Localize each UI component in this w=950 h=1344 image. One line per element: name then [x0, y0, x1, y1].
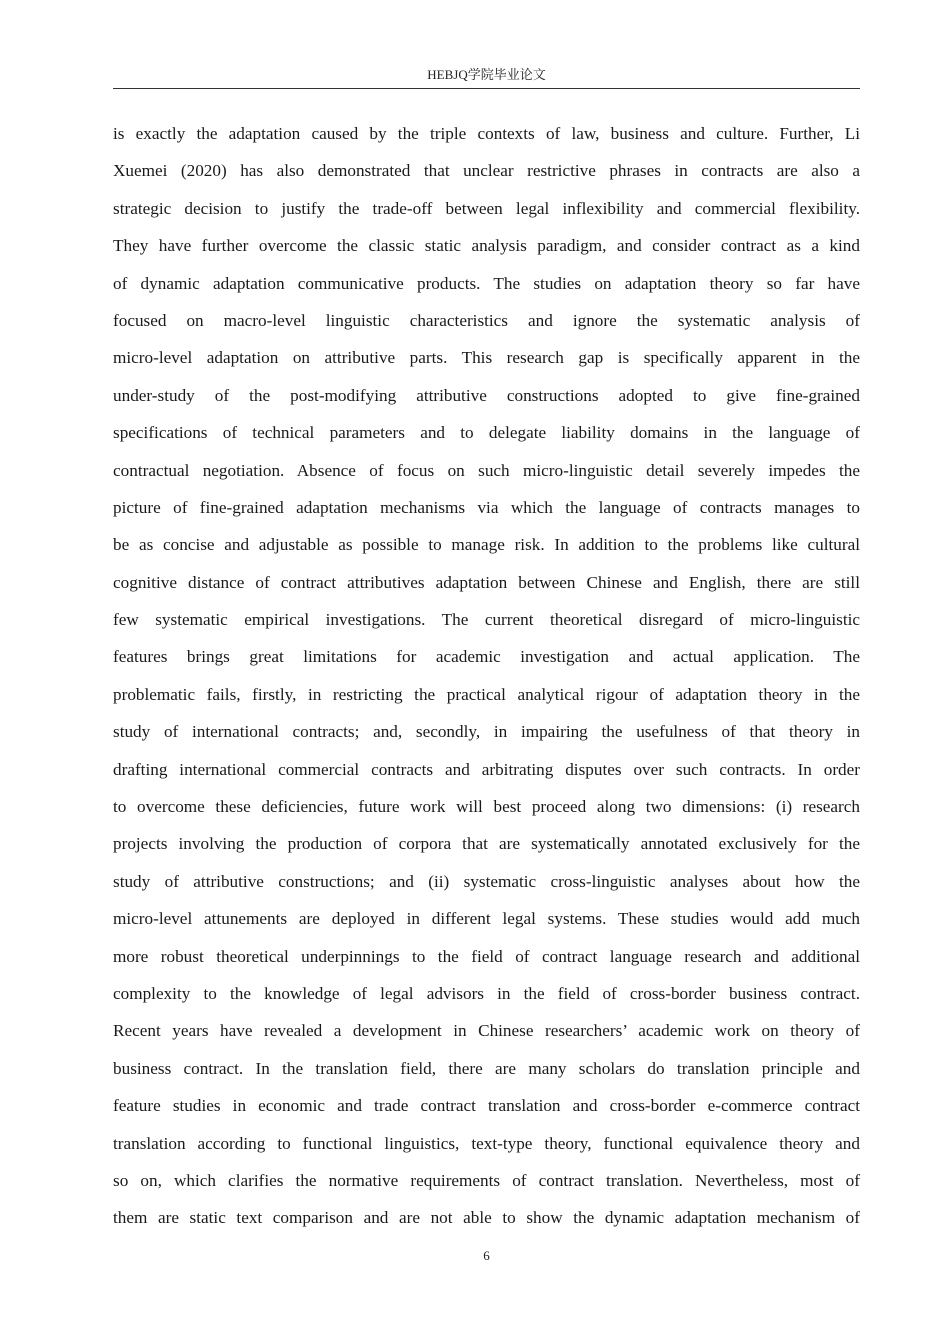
text-line: translation according to functional linguistics, text-type theory, functional equivalence theory and: [113, 1133, 860, 1153]
page-number: [113, 1247, 860, 1265]
text-line: complexity to the knowledge of legal advisors in the field of cross-border business contract.: [113, 983, 860, 1003]
page-number-value: 6: [483, 1248, 490, 1263]
text-line: of dynamic adaptation communicative products. The studies on adaptation theory so far have: [113, 273, 860, 293]
text-line: to overcome these deficiencies, future work will best proceed along two dimensions: (i) research: [113, 797, 860, 817]
body-paragraph: [113, 115, 860, 1237]
text-line: specifications of technical parameters and to delegate liability domains in the language of: [113, 423, 860, 443]
page-header: [113, 66, 860, 84]
text-line: contractual negotiation. Absence of focus on such micro-linguistic detail severely impedes the: [113, 460, 860, 480]
text-line: features brings great limitations for academic investigation and actual application. The: [113, 647, 860, 667]
text-line: Xuemei (2020) has also demonstrated that unclear restrictive phrases in contracts are also a: [113, 161, 860, 181]
text-line: problematic fails, firstly, in restricting the practical analytical rigour of adaptation theory in the: [113, 684, 860, 704]
text-line: focused on macro-level linguistic characteristics and ignore the systematic analysis of: [113, 310, 860, 330]
text-line: be as concise and adjustable as possible to manage risk. In addition to the problems like cultural: [113, 535, 860, 555]
text-line: business contract. In the translation field, there are many scholars do translation principle and: [113, 1058, 860, 1078]
text-line: them are static text comparison and are not able to show the dynamic adaptation mechanism of: [113, 1208, 860, 1228]
text-line: more robust theoretical underpinnings to the field of contract language research and additional: [113, 946, 860, 966]
text-line: Recent years have revealed a development in Chinese researchers’ academic work on theory of: [113, 1021, 860, 1041]
text-line: strategic decision to justify the trade-off between legal inflexibility and commercial flexibility.: [113, 198, 860, 218]
text-line: study of attributive constructions; and (ii) systematic cross-linguistic analyses about how the: [113, 871, 860, 891]
text-line: projects involving the production of corpora that are systematically annotated exclusively for the: [113, 834, 860, 854]
text-line: They have further overcome the classic static analysis paradigm, and consider contract as a kind: [113, 236, 860, 256]
text-line: micro-level attunements are deployed in different legal systems. These studies would add much: [113, 909, 860, 929]
text-line: picture of fine-grained adaptation mechanisms via which the language of contracts manages to: [113, 497, 860, 517]
text-line: few systematic empirical investigations. The current theoretical disregard of micro-linguistic: [113, 610, 860, 630]
header-title: HEBJQ学院毕业论文: [427, 67, 546, 82]
text-line: drafting international commercial contracts and arbitrating disputes over such contracts. In order: [113, 759, 860, 779]
text-line: feature studies in economic and trade contract translation and cross-border e-commerce contract: [113, 1096, 860, 1116]
header-divider: [113, 88, 860, 89]
text-line: is exactly the adaptation caused by the triple contexts of law, business and culture. Further, Li: [113, 124, 860, 143]
text-line: micro-level adaptation on attributive parts. This research gap is specifically apparent in the: [113, 348, 860, 368]
text-line: under-study of the post-modifying attributive constructions adopted to give fine-grained: [113, 385, 860, 405]
text-line: cognitive distance of contract attributives adaptation between Chinese and English, there are still: [113, 572, 860, 592]
text-line: study of international contracts; and, secondly, in impairing the usefulness of that theory in: [113, 722, 860, 742]
text-line: so on, which clarifies the normative requirements of contract translation. Nevertheless, most of: [113, 1170, 860, 1190]
